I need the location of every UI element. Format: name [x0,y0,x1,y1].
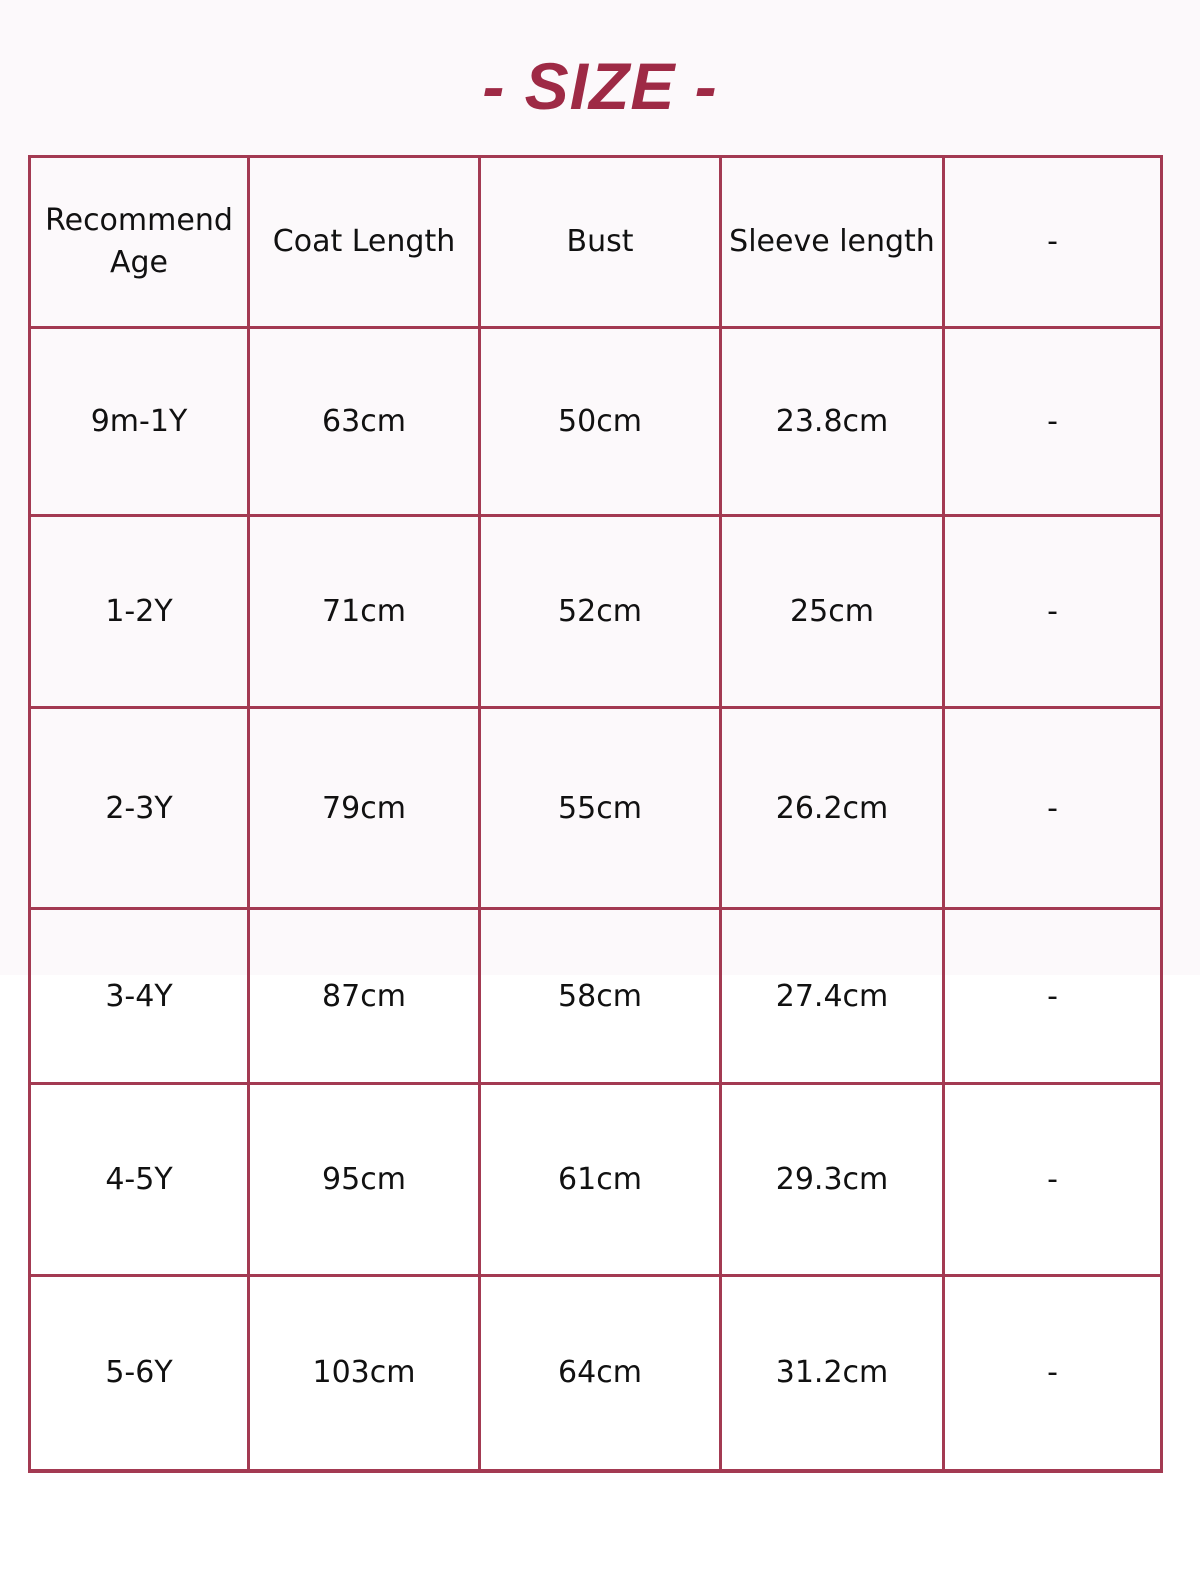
table-header-row [30,157,1162,328]
cell-age: 2-3Y [30,708,249,909]
cell-age: 4-5Y [30,1084,249,1276]
header-coat-length: Coat Length [249,157,480,328]
size-table [28,155,1163,1473]
cell-coat-length: 63cm [249,328,480,516]
cell-extra: - [944,516,1162,708]
table-row [30,1084,1162,1276]
cell-bust: 58cm [480,909,721,1084]
cell-age: 9m-1Y [30,328,249,516]
cell-age: 3-4Y [30,909,249,1084]
header-extra: - [944,157,1162,328]
table-row [30,328,1162,516]
cell-sleeve-length: 25cm [721,516,944,708]
cell-age: 5-6Y [30,1276,249,1471]
cell-coat-length: 71cm [249,516,480,708]
cell-extra: - [944,1276,1162,1471]
cell-coat-length: 87cm [249,909,480,1084]
table-row [30,1276,1162,1471]
header-bust: Bust [480,157,721,328]
cell-bust: 61cm [480,1084,721,1276]
cell-extra: - [944,909,1162,1084]
cell-sleeve-length: 27.4cm [721,909,944,1084]
cell-sleeve-length: 23.8cm [721,328,944,516]
cell-extra: - [944,1084,1162,1276]
cell-sleeve-length: 29.3cm [721,1084,944,1276]
cell-extra: - [944,328,1162,516]
page-title: - SIZE - [482,49,718,123]
cell-coat-length: 79cm [249,708,480,909]
cell-sleeve-length: 31.2cm [721,1276,944,1471]
cell-age: 1-2Y [30,516,249,708]
cell-extra: - [944,708,1162,909]
header-sleeve-length: Sleeve length [721,157,944,328]
table-row [30,708,1162,909]
cell-sleeve-length: 26.2cm [721,708,944,909]
table-row [30,516,1162,708]
cell-bust: 52cm [480,516,721,708]
cell-bust: 50cm [480,328,721,516]
cell-bust: 55cm [480,708,721,909]
cell-bust: 64cm [480,1276,721,1471]
cell-coat-length: 95cm [249,1084,480,1276]
cell-coat-length: 103cm [249,1276,480,1471]
table-row [30,909,1162,1084]
header-recommend-age: Recommend Age [30,157,249,328]
